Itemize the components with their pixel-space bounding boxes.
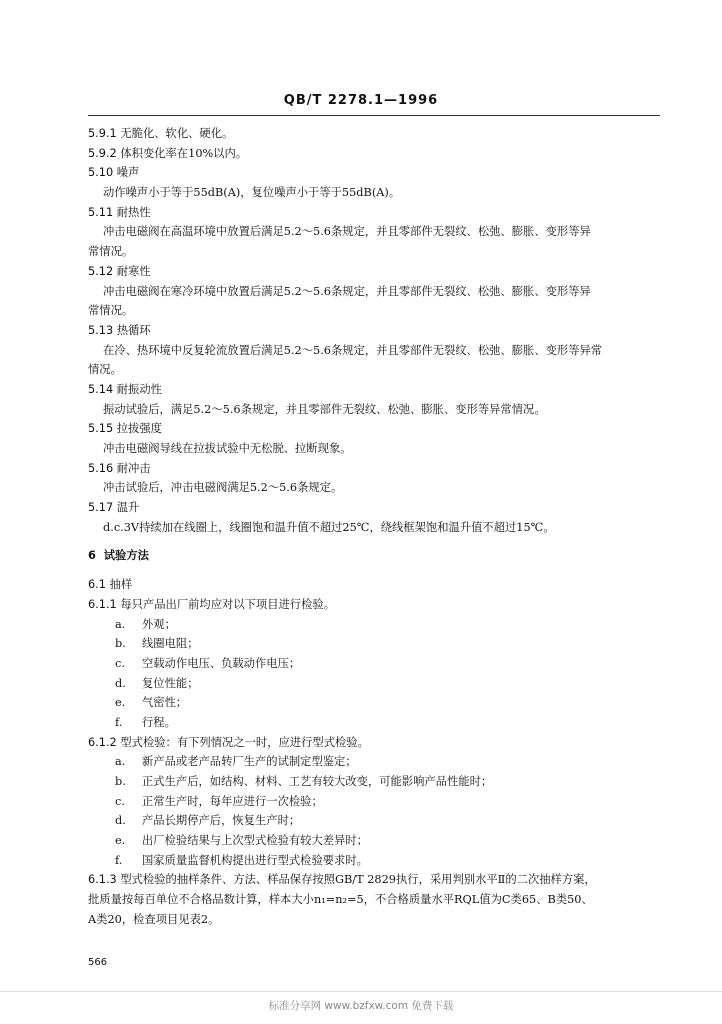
- clause-text: 型式检验：有下列情况之一时，应进行型式检验。: [120, 735, 369, 749]
- list-item: [88, 713, 664, 733]
- section-title: 试验方法: [103, 548, 149, 563]
- clause-5-16-heading: [88, 459, 664, 479]
- body-line: d.c.3V持续加在线圈上，线圈饱和温升值不超过25℃，绕线框架饱和温升值不超过15℃。: [103, 520, 555, 534]
- item-letter: b.: [115, 775, 126, 788]
- clause-number: 5.9.2: [88, 146, 117, 160]
- list-item: [88, 851, 664, 871]
- clause-title: 拉拔强度: [116, 422, 162, 436]
- clause-5-9-1: [88, 124, 664, 144]
- item-text: 国家质量监督机构提出进行型式检验要求时。: [142, 853, 368, 867]
- item-letter: c.: [115, 656, 125, 670]
- body-line: 振动试验后，满足5.2～5.6条规定，并且零部件无裂纹、松弛、膨胀、变形等异常情况。: [103, 402, 546, 416]
- body-line: 常情况。: [88, 245, 134, 259]
- item-text: 正式生产后，如结构、材料、工艺有较大改变，可能影响产品性能时；: [142, 775, 493, 788]
- item-text: 外观；: [142, 617, 176, 631]
- clause-number: 5.16: [88, 461, 114, 475]
- item-text: 产品长期停产后，恢复生产时；: [142, 814, 301, 828]
- clause-6-1-heading: [88, 575, 664, 595]
- clause-number: 6.1: [88, 578, 106, 592]
- clause-number: 5.12: [88, 264, 114, 278]
- clause-5-13-heading: [88, 321, 664, 341]
- clause-number: 5.11: [88, 205, 114, 219]
- body-line: 在冷、热环境中反复轮流放置后满足5.2～5.6条规定，并且零部件无裂纹、松弛、膨胀、变形等异常: [103, 343, 603, 357]
- clause-title: 抽样: [109, 578, 133, 592]
- item-text: 正常生产时，每年应进行一次检验；: [142, 794, 323, 808]
- body-line: A类20，检查项目见表2。: [88, 912, 220, 926]
- body-line: 冲击电磁阀导线在拉拔试验中无松脱、拉断现象。: [103, 442, 352, 455]
- clause-number: 6.1.3: [88, 873, 117, 887]
- section-6-heading: [88, 546, 664, 566]
- item-letter: e.: [115, 696, 126, 710]
- list-item: [88, 615, 664, 635]
- clause-5-17-heading: [88, 498, 664, 518]
- clause-number: 6.1.1: [88, 597, 117, 611]
- body-line: 批质量按每百单位不合格品数计算，样本大小n₁=n₂=5，不合格质量水平RQL值为C类65、B类50、: [88, 893, 593, 907]
- item-letter: e.: [115, 834, 126, 848]
- page-number: 566: [88, 957, 108, 968]
- item-text: 新产品或老产品转厂生产的试制定型鉴定；: [142, 755, 357, 769]
- clause-5-12-heading: [88, 262, 664, 282]
- item-letter: f.: [115, 853, 123, 867]
- header-rule: [88, 115, 660, 116]
- body-line: 冲击电磁阀在寒冷环境中放置后满足5.2～5.6条规定，并且零部件无裂纹、松弛、膨胀、变形等异: [103, 284, 591, 298]
- body-line: 冲击电磁阀在高温环境中放置后满足5.2～5.6条规定，并且零部件无裂纹、松弛、膨胀、变形等异: [103, 225, 591, 239]
- footer-rule: [0, 991, 722, 992]
- item-letter: f.: [115, 715, 123, 729]
- clause-title: 耐冲击: [116, 461, 151, 475]
- clause-text: 型式检验的抽样条件、方法、样品保存按照GB/T 2829执行，采用判别水平Ⅱ的二次抽样方案，: [120, 873, 596, 887]
- list-item: [88, 693, 664, 713]
- clause-5-15-heading: [88, 419, 664, 439]
- item-letter: c.: [115, 794, 125, 808]
- item-text: 气密性；: [142, 696, 188, 710]
- item-letter: a.: [115, 617, 126, 631]
- clause-title: 耐热性: [116, 205, 151, 219]
- item-letter: d.: [115, 814, 126, 828]
- clause-number: 5.13: [88, 323, 114, 337]
- clause-number: 6.1.2: [88, 735, 117, 749]
- clause-6-1-1: [88, 595, 664, 615]
- section-number: 6: [88, 549, 96, 563]
- section-gap: [88, 537, 664, 546]
- body-line: 情况。: [88, 363, 122, 377]
- item-text: 空载动作电压、负载动作电压；: [142, 656, 301, 670]
- list-item: [88, 811, 664, 831]
- clause-6-1-3: [88, 870, 664, 890]
- clause-number: 5.10: [88, 166, 114, 180]
- clause-text: 无脆化、软化、硬化。: [120, 127, 234, 140]
- list-item: [88, 772, 664, 792]
- clause-title: 热循环: [116, 323, 151, 337]
- item-text: 出厂检验结果与上次型式检验有较大差异时；: [142, 834, 368, 848]
- document-body: [88, 124, 664, 930]
- list-item: [88, 831, 664, 851]
- clause-text: 体积变化率在10%以内。: [120, 146, 248, 160]
- clause-title: 耐寒性: [116, 264, 151, 278]
- clause-6-1-2: [88, 733, 664, 753]
- clause-number: 5.14: [88, 382, 114, 396]
- list-item: [88, 752, 664, 772]
- standard-number-header: QB/T 2278.1—1996: [283, 93, 439, 108]
- clause-title: 耐振动性: [116, 382, 162, 396]
- clause-number: 5.15: [88, 422, 114, 436]
- clause-number: 5.9.1: [88, 127, 117, 140]
- clause-5-10-heading: [88, 163, 664, 183]
- clause-text: 每只产品出厂前均应对以下项目进行检验。: [120, 597, 335, 611]
- clause-title: 噪声: [116, 166, 140, 180]
- item-letter: a.: [115, 755, 126, 769]
- clause-5-9-2: [88, 144, 664, 164]
- list-item: [88, 792, 664, 812]
- item-letter: d.: [115, 676, 126, 690]
- watermark-footer: 标准分享网 www.bzfxw.com 免费下载: [268, 1000, 454, 1012]
- section-gap: [88, 566, 664, 575]
- item-text: 复位性能；: [142, 676, 199, 690]
- item-letter: b.: [115, 637, 126, 651]
- clause-5-11-heading: [88, 203, 664, 223]
- clause-number: 5.17: [88, 501, 114, 515]
- body-line: 常情况。: [88, 304, 134, 318]
- clause-5-14-heading: [88, 380, 664, 400]
- item-text: 行程。: [142, 715, 176, 729]
- list-item: [88, 674, 664, 694]
- clause-title: 温升: [116, 501, 140, 515]
- body-line: 动作噪声小于等于55dB(A)，复位噪声小于等于55dB(A)。: [103, 186, 401, 200]
- item-text: 线圈电阻；: [142, 637, 199, 651]
- list-item: [88, 654, 664, 674]
- body-line: 冲击试验后，冲击电磁阀满足5.2～5.6条规定。: [103, 481, 343, 495]
- list-item: [88, 634, 664, 654]
